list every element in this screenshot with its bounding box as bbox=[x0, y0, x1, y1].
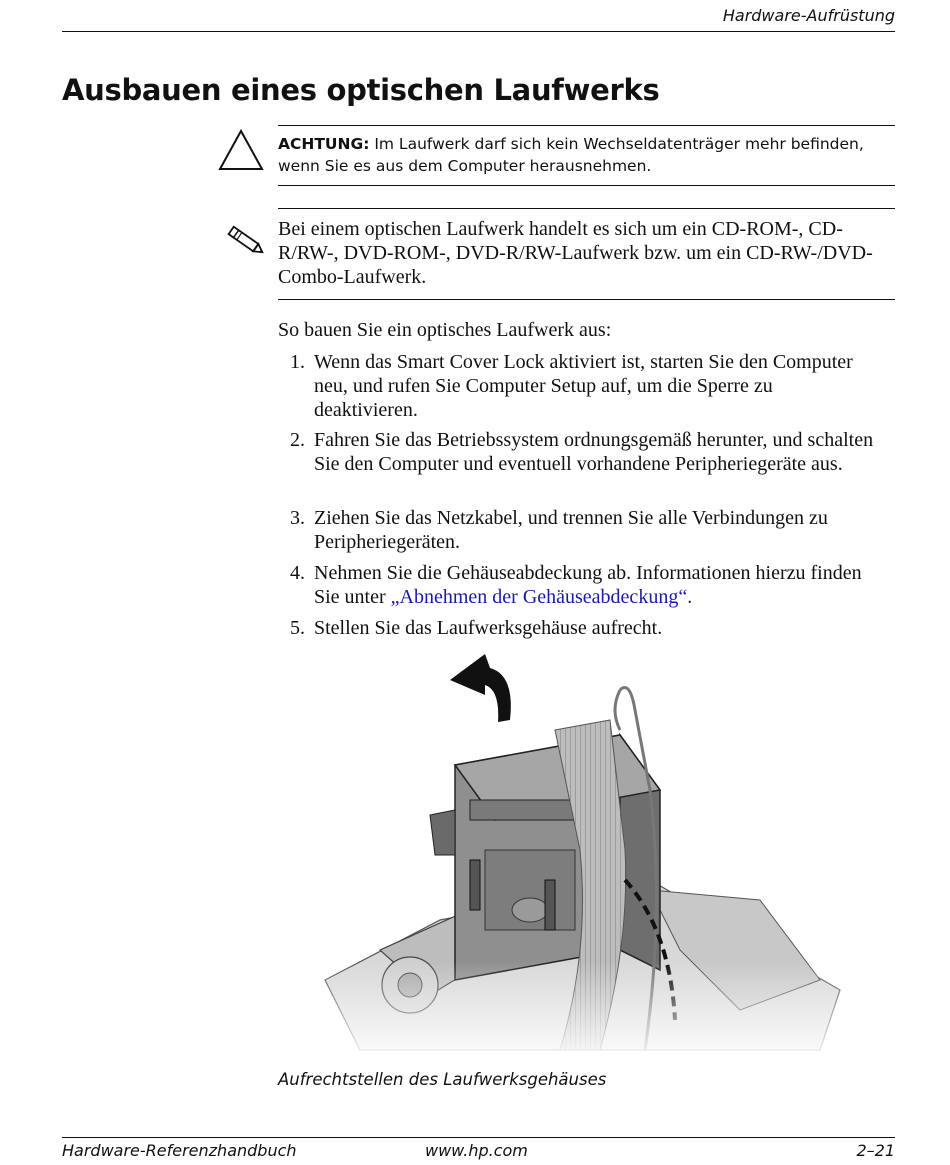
step-number: 4. bbox=[290, 562, 305, 584]
footer-manual-title: Hardware-Referenzhandbuch bbox=[62, 1141, 297, 1160]
step-4 bbox=[290, 561, 880, 609]
footer-rule bbox=[62, 1137, 895, 1138]
warning-triangle-icon bbox=[218, 128, 264, 172]
step-text: Ziehen Sie das Netzkabel, und trennen Sie alle Verbindungen zu Peripheriegeräten. bbox=[314, 507, 828, 553]
step-2 bbox=[290, 428, 880, 476]
footer-website[interactable]: www.hp.com bbox=[425, 1141, 528, 1160]
header-rule bbox=[62, 31, 895, 32]
note-text: Bei einem optischen Laufwerk handelt es sich um ein CD-ROM-, CD-R/RW-, DVD-ROM-, DVD-R/RW-Laufwerk bzw. um ein CD-RW-/DVD-Combo-Laufwerk. bbox=[278, 218, 873, 288]
note-top-rule bbox=[278, 208, 895, 209]
step-number: 5. bbox=[290, 617, 305, 639]
step-1 bbox=[290, 350, 880, 422]
step-5 bbox=[290, 616, 880, 640]
step-text: Wenn das Smart Cover Lock aktiviert ist, starten Sie den Computer neu, und rufen Sie Computer Setup auf, um die Sperre zu deaktivieren. bbox=[314, 351, 853, 421]
step-text-part: Nehmen Sie die Gehäuseabdeckung ab. Informationen hierzu finden Sie unter bbox=[314, 562, 862, 608]
footer-page-number: 2–21 bbox=[856, 1141, 895, 1160]
drive-cage-illustration bbox=[320, 650, 850, 1065]
procedure-intro: So bauen Sie ein optisches Laufwerk aus: bbox=[278, 319, 612, 341]
note-bottom-rule bbox=[278, 299, 895, 300]
running-header: Hardware-Aufrüstung bbox=[722, 6, 895, 25]
pencil-note-icon bbox=[222, 220, 266, 260]
step-text: Stellen Sie das Laufwerksgehäuse aufrecht. bbox=[314, 617, 663, 639]
page-title: Ausbauen eines optischen Laufwerks bbox=[62, 73, 660, 107]
step-text: Fahren Sie das Betriebssystem ordnungsgemäß herunter, und schalten Sie den Computer und eventuell vorhandene Peripheriegeräte aus. bbox=[314, 429, 874, 475]
caution-top-rule bbox=[278, 125, 895, 126]
step-number: 3. bbox=[290, 507, 305, 529]
caution-bottom-rule bbox=[278, 185, 895, 186]
step-number: 2. bbox=[290, 429, 305, 451]
figure-caption: Aufrechtstellen des Laufwerksgehäuses bbox=[278, 1070, 607, 1089]
step-text bbox=[314, 561, 880, 609]
step-number: 1. bbox=[290, 351, 305, 373]
caution-text bbox=[278, 133, 868, 177]
step-3 bbox=[290, 506, 880, 554]
caution-label: ACHTUNG: bbox=[278, 135, 370, 153]
cross-reference-link[interactable]: „Abnehmen der Gehäuseabdeckung“. bbox=[390, 586, 693, 608]
caution-body: Im Laufwerk darf sich kein Wechseldatenträger mehr befinden, wenn Sie es aus dem Computer herausnehmen. bbox=[278, 135, 864, 175]
